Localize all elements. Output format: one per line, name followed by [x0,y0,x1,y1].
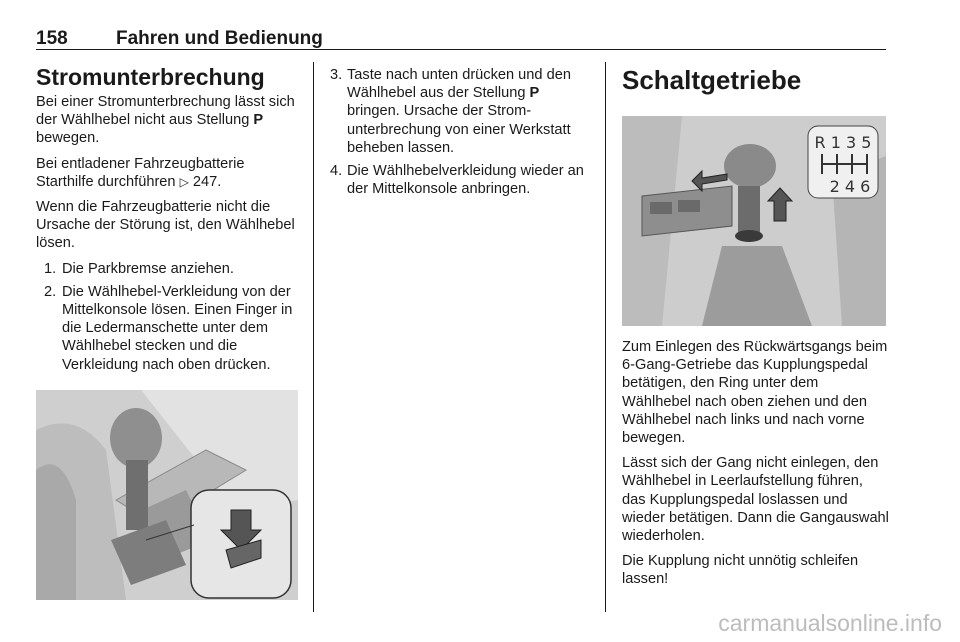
column-divider-2 [605,62,606,612]
section-heading-stromunterbrechung: Stromunterbrechung [36,64,265,90]
page-reference-link[interactable]: 247. [192,173,222,190]
list-item: 2. Die Wählhebel-Verkleidung von der Mittelkonsole lösen. Einen Finger in die Ledermanschette unter dem Wählhebel stecken und die Verkleidung nach oben drücken. [44,283,293,373]
watermark: carmanualsonline.info [718,610,942,636]
figure-selector-lever-trim [36,390,298,600]
header-rule [36,49,886,50]
paragraph: Wenn die Fahrzeugbatterie nicht die Ursache der Störung ist, den Wählhebel lösen. [36,199,295,252]
steps-list-continued [330,66,592,198]
column-2 [330,66,592,203]
gear-pattern-top: R 1 3 5 [814,133,872,152]
paragraph: Lässt sich der Gang nicht einlegen, den Wählhebel in Leerlaufstellung führen, das Kupplungspedal loslassen und wieder betätigen. Dann die Gangauswahl wiederholen. [622,455,889,545]
paragraph: Bei entladener Fahrzeugbatterie Starthilfe durchführen ▷ 247. [36,155,245,190]
list-item: 4. Die Wählhebelverkleidung wieder an der Mittelkonsole anbringen. [330,163,584,198]
steps-list [36,260,301,374]
list-item: 1. Die Parkbremse anziehen. [44,260,234,277]
section-heading-schaltgetriebe: Schaltgetriebe [622,65,802,95]
page-number: 158 [36,28,68,49]
column-3 [622,338,890,596]
paragraph: Zum Einlegen des Rückwärtsgangs beim 6-Gang-Getriebe das Kupplungspedal betätigen, den Ring unter dem Wählhebel nach oben ziehen und den Wählhebel nach links und nach vorne bewegen. [622,339,888,447]
gear-pattern-bottom: 2 4 6 [829,177,871,196]
column-divider-1 [313,62,314,612]
list-item: 3. Taste nach unten drücken und den Wählhebel aus der Stellung P bringen. Ursache der Stromunterbrechung von einer Werkstatt beheben lassen. [330,67,571,156]
page-title: Fahren und Bedienung [116,28,323,49]
figure-manual-gearbox [622,116,886,326]
page-header [36,24,886,52]
column-1 [36,62,301,379]
paragraph: Die Kupplung nicht unnötig schleifen lassen! [622,553,859,588]
triangle-right-icon: ▷ [179,174,189,189]
paragraph: Bei einer Stromunterbrechung lässt sich der Wählhebel nicht aus Stellung P bewegen. [36,94,295,147]
